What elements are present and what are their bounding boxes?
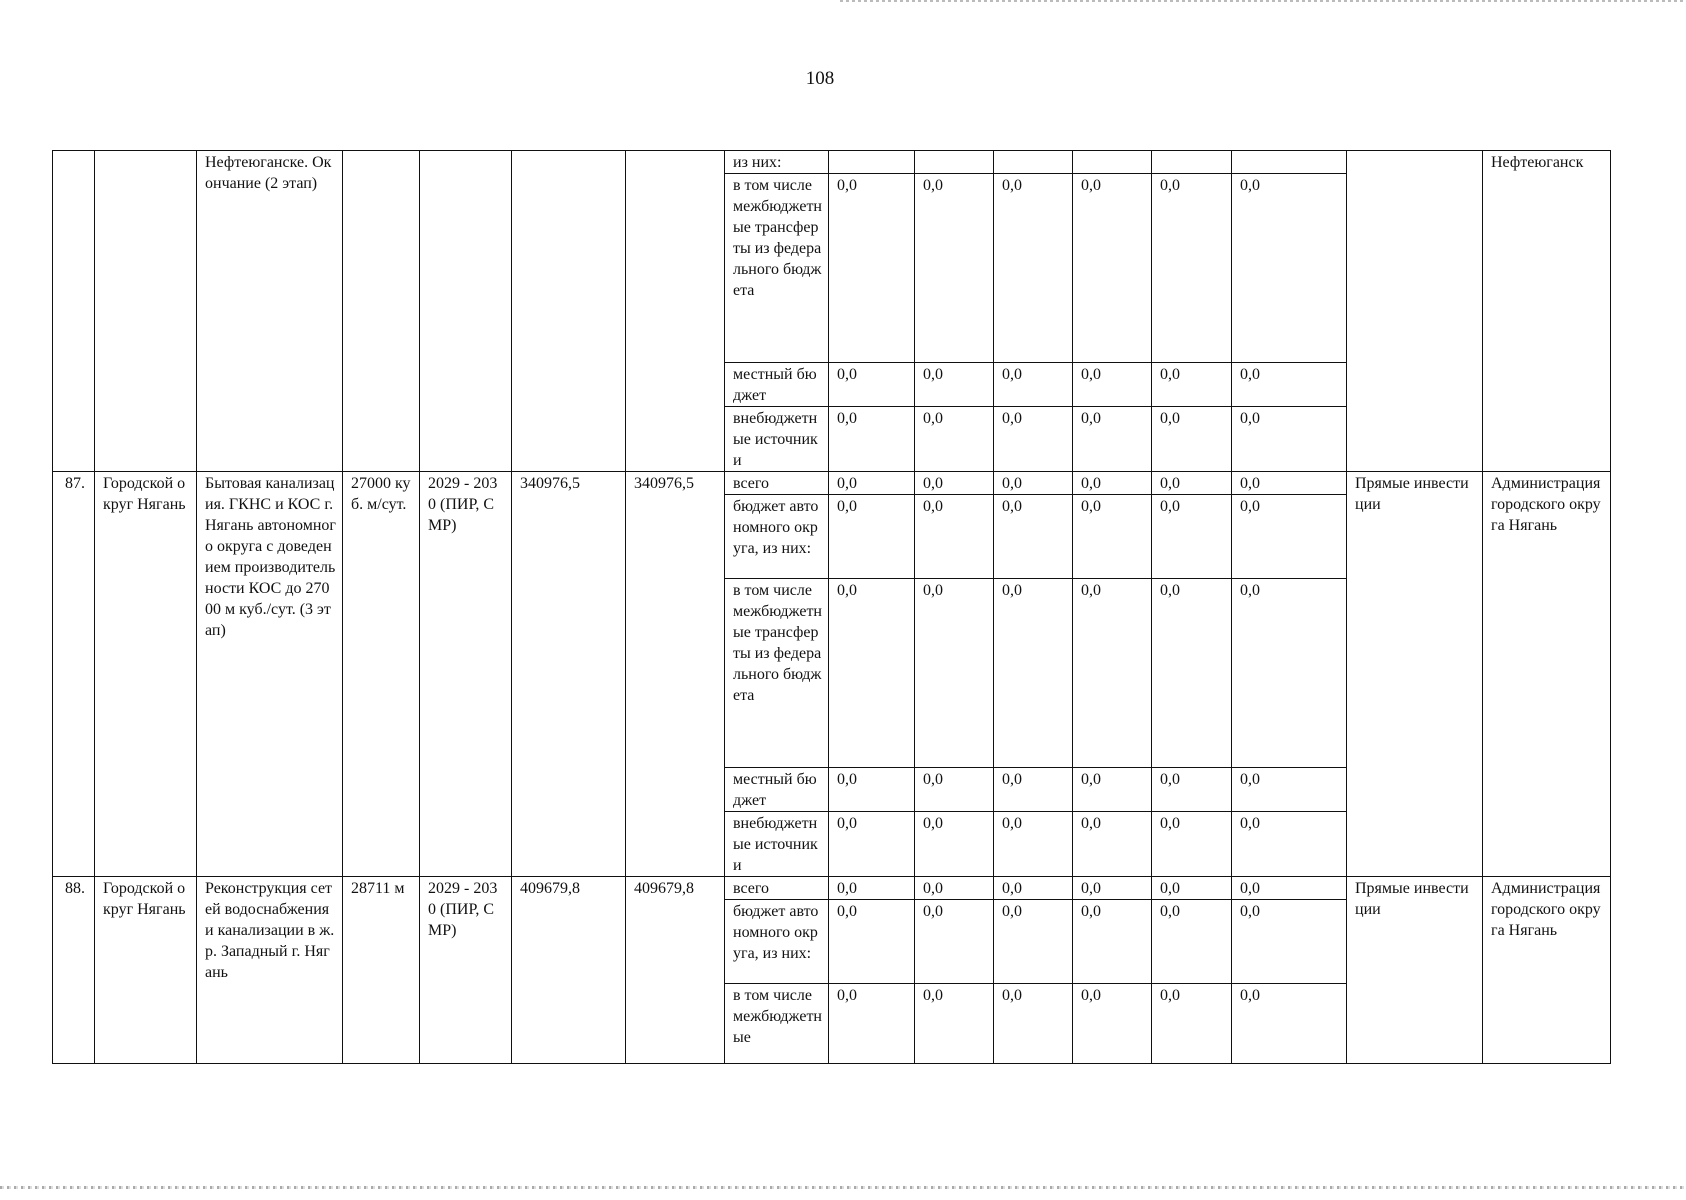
amount-cell: 0,0 bbox=[829, 495, 915, 579]
object-cell: Бытовая канализация. ГКНС и КОС г. Нягань автономного округа с доведением производительности КОС до 27000 м куб./сут. (3 этап) bbox=[197, 472, 343, 877]
amount-cell: 0,0 bbox=[1152, 495, 1232, 579]
amount-cell: 0,0 bbox=[1152, 900, 1232, 984]
funding-source-label: всего bbox=[725, 877, 829, 900]
entry-number: 87. bbox=[53, 472, 95, 877]
amount-cell: 0,0 bbox=[1232, 495, 1347, 579]
amount-cell: 0,0 bbox=[915, 363, 994, 407]
amount-cell: 0,0 bbox=[829, 363, 915, 407]
table-row bbox=[53, 472, 1611, 495]
amount-cell: 0,0 bbox=[915, 877, 994, 900]
amount-cell: 0,0 bbox=[994, 495, 1073, 579]
amount-cell: 0,0 bbox=[829, 407, 915, 472]
funding-source-label: внебюджетные источники bbox=[725, 407, 829, 472]
cost-estimate-cell: 409679,8 bbox=[512, 877, 626, 1064]
amount-cell bbox=[829, 151, 915, 174]
municipality-cell bbox=[95, 151, 197, 472]
amount-cell bbox=[1073, 151, 1152, 174]
amount-cell: 0,0 bbox=[1152, 174, 1232, 363]
period-cell bbox=[420, 151, 512, 472]
amount-cell: 0,0 bbox=[1073, 579, 1152, 768]
amount-cell: 0,0 bbox=[994, 579, 1073, 768]
funding-source-label: бюджет автономного округа, из них: bbox=[725, 900, 829, 984]
investment-form-cell: Прямые инвестиции bbox=[1347, 472, 1483, 877]
entry-number bbox=[53, 151, 95, 472]
amount-cell: 0,0 bbox=[915, 495, 994, 579]
amount-cell: 0,0 bbox=[915, 472, 994, 495]
amount-cell: 0,0 bbox=[829, 812, 915, 877]
amount-cell: 0,0 bbox=[1152, 407, 1232, 472]
amount-cell: 0,0 bbox=[829, 174, 915, 363]
amount-cell bbox=[915, 151, 994, 174]
amount-cell: 0,0 bbox=[829, 984, 915, 1064]
amount-cell: 0,0 bbox=[1232, 579, 1347, 768]
funding-source-label: бюджет автономного округа, из них: bbox=[725, 495, 829, 579]
amount-cell: 0,0 bbox=[994, 812, 1073, 877]
amount-cell: 0,0 bbox=[1073, 363, 1152, 407]
investment-form-cell bbox=[1347, 151, 1483, 472]
funding-source-label: внебюджетные источники bbox=[725, 812, 829, 877]
amount-cell: 0,0 bbox=[915, 174, 994, 363]
amount-cell: 0,0 bbox=[994, 174, 1073, 363]
period-cell: 2029 - 2030 (ПИР, СМР) bbox=[420, 472, 512, 877]
amount-cell: 0,0 bbox=[1152, 877, 1232, 900]
amount-cell bbox=[1232, 151, 1347, 174]
amount-cell: 0,0 bbox=[1152, 472, 1232, 495]
amount-cell: 0,0 bbox=[915, 768, 994, 812]
amount-cell: 0,0 bbox=[829, 768, 915, 812]
funding-source-label: из них: bbox=[725, 151, 829, 174]
amount-cell: 0,0 bbox=[1232, 768, 1347, 812]
amount-cell: 0,0 bbox=[1073, 407, 1152, 472]
amount-cell: 0,0 bbox=[829, 579, 915, 768]
object-cell: Реконструкция сетей водоснабжения и канализации в ж.р. Западный г. Нягань bbox=[197, 877, 343, 1064]
amount-cell: 0,0 bbox=[915, 579, 994, 768]
amount-cell: 0,0 bbox=[1073, 877, 1152, 900]
amount-cell: 0,0 bbox=[829, 877, 915, 900]
amount-cell: 0,0 bbox=[1232, 984, 1347, 1064]
entry-number: 88. bbox=[53, 877, 95, 1064]
capacity-cell: 28711 м bbox=[343, 877, 420, 1064]
amount-cell: 0,0 bbox=[994, 407, 1073, 472]
amount-cell: 0,0 bbox=[994, 768, 1073, 812]
amount-cell: 0,0 bbox=[1152, 768, 1232, 812]
municipality-cell: Городской округ Нягань bbox=[95, 877, 197, 1064]
table-row bbox=[53, 877, 1611, 900]
amount-cell: 0,0 bbox=[1232, 877, 1347, 900]
amount-cell: 0,0 bbox=[994, 363, 1073, 407]
amount-cell: 0,0 bbox=[1073, 495, 1152, 579]
amount-cell: 0,0 bbox=[994, 472, 1073, 495]
executor-cell: Нефтеюганск bbox=[1483, 151, 1611, 472]
amount-cell bbox=[1152, 151, 1232, 174]
capacity-cell: 27000 куб. м/сут. bbox=[343, 472, 420, 877]
funding-source-label: в том числе межбюджетные трансферты из федерального бюджета bbox=[725, 174, 829, 363]
object-cell: Нефтеюганске. Окончание (2 этап) bbox=[197, 151, 343, 472]
amount-cell: 0,0 bbox=[1073, 768, 1152, 812]
funding-source-label: в том числе межбюджетные bbox=[725, 984, 829, 1064]
amount-cell: 0,0 bbox=[1073, 472, 1152, 495]
scan-artifact-bottom bbox=[0, 1186, 1686, 1189]
amount-cell: 0,0 bbox=[1152, 363, 1232, 407]
amount-cell: 0,0 bbox=[915, 407, 994, 472]
executor-cell: Администрация городского округа Нягань bbox=[1483, 472, 1611, 877]
amount-cell: 0,0 bbox=[1073, 984, 1152, 1064]
investment-program-table bbox=[52, 150, 1611, 1064]
amount-cell: 0,0 bbox=[1073, 812, 1152, 877]
amount-cell: 0,0 bbox=[829, 472, 915, 495]
amount-cell: 0,0 bbox=[829, 900, 915, 984]
capacity-cell bbox=[343, 151, 420, 472]
funding-source-label: местный бюджет bbox=[725, 768, 829, 812]
funding-source-label: местный бюджет bbox=[725, 363, 829, 407]
cost-remaining-cell bbox=[626, 151, 725, 472]
amount-cell: 0,0 bbox=[915, 984, 994, 1064]
amount-cell: 0,0 bbox=[1073, 174, 1152, 363]
funding-source-label: всего bbox=[725, 472, 829, 495]
amount-cell: 0,0 bbox=[1073, 900, 1152, 984]
amount-cell: 0,0 bbox=[1152, 984, 1232, 1064]
scan-artifact-top bbox=[840, 0, 1686, 2]
period-cell: 2029 - 2030 (ПИР, СМР) bbox=[420, 877, 512, 1064]
amount-cell: 0,0 bbox=[915, 900, 994, 984]
amount-cell: 0,0 bbox=[1232, 812, 1347, 877]
amount-cell: 0,0 bbox=[1232, 900, 1347, 984]
page-number: 108 bbox=[805, 68, 835, 89]
executor-cell: Администрация городского округа Нягань bbox=[1483, 877, 1611, 1064]
investment-form-cell: Прямые инвестиции bbox=[1347, 877, 1483, 1064]
amount-cell: 0,0 bbox=[1152, 812, 1232, 877]
amount-cell: 0,0 bbox=[1232, 363, 1347, 407]
amount-cell: 0,0 bbox=[994, 877, 1073, 900]
municipality-cell: Городской округ Нягань bbox=[95, 472, 197, 877]
amount-cell bbox=[994, 151, 1073, 174]
cost-remaining-cell: 340976,5 bbox=[626, 472, 725, 877]
amount-cell: 0,0 bbox=[915, 812, 994, 877]
amount-cell: 0,0 bbox=[1232, 174, 1347, 363]
amount-cell: 0,0 bbox=[1232, 407, 1347, 472]
amount-cell: 0,0 bbox=[1232, 472, 1347, 495]
cost-estimate-cell: 340976,5 bbox=[512, 472, 626, 877]
amount-cell: 0,0 bbox=[1152, 579, 1232, 768]
funding-source-label: в том числе межбюджетные трансферты из федерального бюджета bbox=[725, 579, 829, 768]
amount-cell: 0,0 bbox=[994, 900, 1073, 984]
cost-remaining-cell: 409679,8 bbox=[626, 877, 725, 1064]
amount-cell: 0,0 bbox=[994, 984, 1073, 1064]
table-row bbox=[53, 151, 1611, 174]
cost-estimate-cell bbox=[512, 151, 626, 472]
